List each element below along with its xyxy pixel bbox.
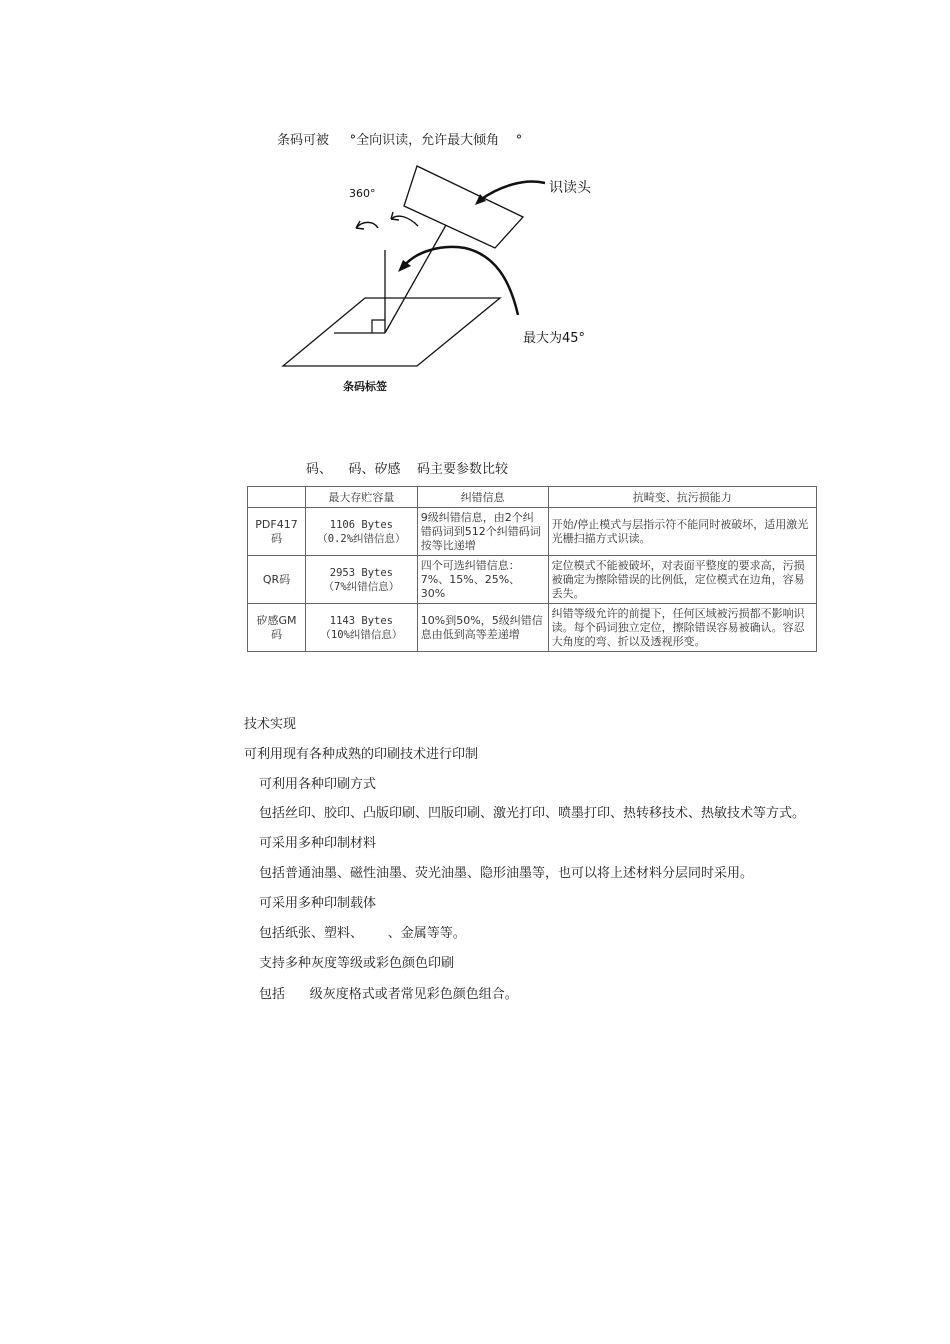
code-name: 矽感GM码 — [248, 604, 306, 652]
paragraph-line: 可利用各种印刷方式 — [259, 777, 377, 792]
capacity-value: 1106 Bytes — [329, 518, 393, 531]
reader-pointer-arrow — [480, 182, 545, 200]
label-max-angle: 最大为45° — [523, 331, 586, 346]
capacity-cell — [305, 556, 417, 604]
capacity-value: 1143 Bytes — [329, 614, 393, 627]
capacity-note: （0.2%纠错信息） — [317, 532, 406, 545]
capacity-note: （10%纠错信息） — [320, 628, 403, 641]
paragraph-line: 包括普通油墨、磁性油墨、荧光油墨、隐形油墨等，也可以将上述材料分层同时采用。 — [259, 866, 754, 881]
code-name: PDF417码 — [248, 508, 306, 556]
paragraph-line: 支持多种灰度等级或彩色颜色印刷 — [259, 956, 455, 971]
table-row — [248, 508, 817, 556]
label-reader-head: 识读头 — [549, 180, 591, 196]
max-angle-pointer-arrow — [403, 247, 518, 315]
tilted-line — [385, 225, 446, 333]
header-cell — [248, 487, 306, 508]
ecc-cell: 10%到50%，5级纠错信息由低到高等差递增 — [417, 604, 548, 652]
reading-angle-diagram — [270, 150, 630, 410]
paragraph-line: 可采用多种印制材料 — [259, 836, 377, 851]
table-row — [248, 556, 817, 604]
parameter-comparison-table — [247, 486, 817, 652]
capacity-cell — [305, 604, 417, 652]
paragraph-line: 包括丝印、胶印、凸版印刷、凹版印刷、激光打印、喷墨打印、热转移技术、热敏技术等方式。 — [259, 806, 806, 821]
paragraph-line: 可利用现有各种成熟的印刷技术进行印制 — [244, 747, 479, 762]
robustness-cell: 纠错等级允许的前提下，任何区域被污损都不影响识读。每个码词独立定位，擦除错误容易被确认。容忍大角度的弯、折以及透视形变。 — [548, 604, 816, 652]
reader-head — [404, 166, 523, 248]
paragraph-line: 可采用多种印制载体 — [259, 896, 377, 911]
code-name: QR码 — [248, 556, 306, 604]
header-cell: 抗畸变、抗污损能力 — [548, 487, 816, 508]
figure-caption: 条码可被 °全向识读，允许最大倾角 ° — [277, 133, 523, 148]
capacity-note: （7%纠错信息） — [323, 580, 400, 593]
header-cell: 最大存贮容量 — [305, 487, 417, 508]
header-cell: 纠错信息 — [417, 487, 548, 508]
table-row — [248, 604, 817, 652]
label-barcode-tag: 条码标签 — [343, 380, 387, 393]
capacity-value: 2953 Bytes — [329, 566, 393, 579]
robustness-cell: 定位模式不能被破坏，对表面平整度的要求高，污损被确定为擦除错误的比例低，定位模式在边角，容易丢失。 — [548, 556, 816, 604]
table-title: 码、 码、矽感 码主要参数比较 — [306, 462, 509, 477]
right-angle-marker — [372, 320, 385, 333]
section-heading: 技术实现 — [244, 717, 297, 732]
capacity-cell — [305, 508, 417, 556]
paragraph-line: 包括纸张、塑料、 、金属等等。 — [259, 926, 466, 941]
table-header-row — [248, 487, 817, 508]
label-360: 360° — [349, 187, 376, 200]
barcode-tag-plane — [283, 298, 500, 366]
ecc-cell: 9级纠错信息，由2个纠错码词到512个纠错码词按等比递增 — [417, 508, 548, 556]
paragraph-line: 包括 级灰度格式或者常见彩色颜色组合。 — [259, 987, 518, 1002]
ecc-cell: 四个可选纠错信息：7%、15%、25%、30% — [417, 556, 548, 604]
robustness-cell: 开始/停止模式与层指示符不能同时被破坏，适用激光光栅扫描方式识读。 — [548, 508, 816, 556]
